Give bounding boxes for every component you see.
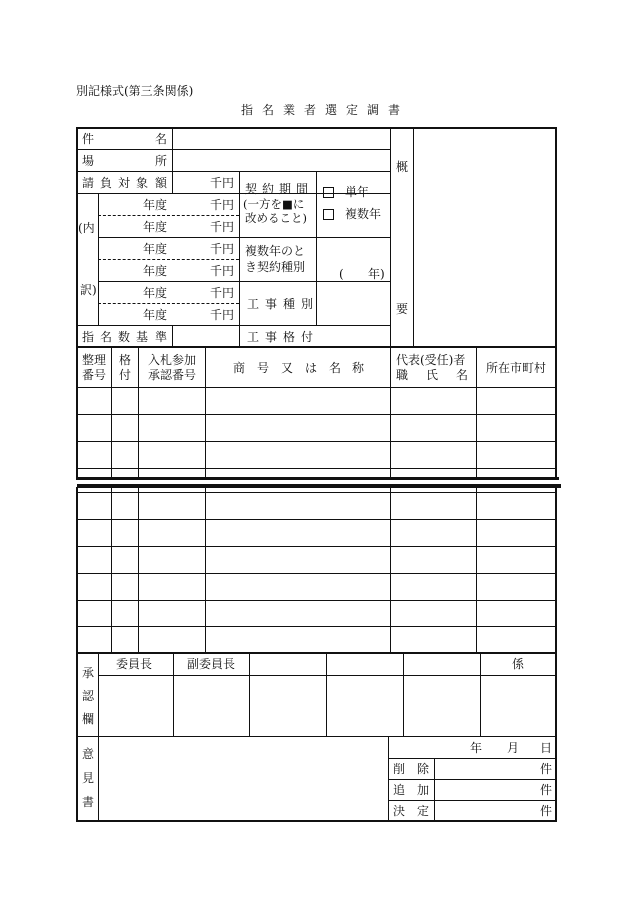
case-name-label: 件 (82, 132, 95, 146)
col-line (239, 171, 240, 347)
label-char: 商 (233, 361, 246, 375)
label-char: 工 (247, 297, 260, 311)
label-char: 名 (456, 368, 469, 382)
place-field[interactable] (173, 151, 389, 171)
breakdown-label: 訳) (80, 283, 97, 297)
contract-note: 改めること) (245, 211, 307, 225)
multi-year-checkbox[interactable] (323, 209, 334, 220)
label-char: 称 (352, 361, 365, 375)
label-char: 事 (265, 297, 278, 311)
border-line (555, 127, 557, 480)
count-unit: 件 (540, 804, 553, 818)
unit-label: 千円 (210, 176, 235, 190)
count-unit: 件 (540, 762, 553, 776)
title-char: 業 (283, 103, 296, 117)
table-row (77, 546, 556, 547)
vice-chair-stamp-cell[interactable] (174, 676, 249, 736)
contract-note: (一方を■に (243, 197, 305, 211)
col-line (326, 653, 327, 736)
label-char: 事 (265, 330, 278, 344)
case-name-label: 名 (155, 132, 168, 146)
fiscal-year-label: 年度 (143, 220, 168, 234)
label-char: 契 (245, 182, 258, 196)
opinion-line (388, 779, 556, 780)
row-line (98, 281, 390, 282)
place-label: 場 (82, 154, 95, 168)
unit-label: 千円 (210, 286, 235, 300)
label-char: 数 (118, 330, 131, 344)
label-char: 種 (283, 297, 296, 311)
col-line (98, 193, 99, 325)
date-day: 日 (540, 741, 553, 755)
year-paren: ( (339, 267, 344, 281)
unit-label: 千円 (210, 264, 235, 278)
delete-label: 除 (417, 762, 430, 776)
label-char: 工 (247, 330, 260, 344)
opinion-line (388, 758, 556, 759)
multiyear-type-label: き契約種別 (245, 260, 306, 274)
border-line (555, 487, 557, 821)
table-row (77, 600, 556, 601)
col-line (249, 653, 250, 736)
table-row (77, 519, 556, 520)
unit-label: 千円 (210, 308, 235, 322)
table-top-line (77, 346, 556, 348)
break-line (77, 477, 559, 480)
decide-label: 決 (393, 804, 406, 818)
table-row (77, 441, 556, 442)
label-char: 職 (396, 368, 409, 382)
border-line (76, 820, 557, 822)
label-char: は (305, 361, 318, 375)
multi-year-label: 複数年 (345, 207, 382, 221)
multiyear-type-label: 複数年のと (245, 244, 306, 258)
col-header-grade: 格 (119, 353, 132, 367)
border-line (76, 487, 78, 821)
staff-label: 係 (512, 657, 525, 671)
table-row (77, 573, 556, 574)
title-char: 調 (367, 103, 380, 117)
label-char: 準 (155, 330, 168, 344)
label-char: 象 (136, 176, 149, 190)
title-char: 書 (388, 103, 401, 117)
chair-stamp-cell[interactable] (99, 676, 173, 736)
col-line (138, 488, 139, 652)
date-month: 月 (507, 741, 520, 755)
form-reference: 別記様式(第三条関係) (76, 84, 194, 98)
label-char: 付 (301, 330, 314, 344)
approval-top-line (77, 652, 556, 654)
opinion-field[interactable] (99, 738, 387, 820)
label-char: 間 (296, 182, 309, 196)
delete-label: 削 (393, 762, 406, 776)
approval-label: 欄 (82, 712, 95, 726)
label-char: 格 (283, 330, 296, 344)
table-row (77, 468, 556, 469)
label-char: 額 (155, 176, 168, 190)
table-row (77, 626, 556, 627)
table-row (77, 414, 556, 415)
title-char: 名 (262, 103, 275, 117)
label-char: 対 (118, 176, 131, 190)
decide-label: 定 (417, 804, 430, 818)
year-paren: 年) (368, 267, 385, 281)
col-line (205, 488, 206, 652)
col-header-representative: 代表(受任)者 (396, 353, 466, 367)
row-line (77, 325, 390, 326)
border-line (76, 127, 78, 480)
add-label: 加 (417, 783, 430, 797)
fiscal-year-label: 年度 (143, 242, 168, 256)
label-char: 請 (82, 176, 95, 190)
col-header-approval: 入札参加 (148, 353, 197, 367)
row-line (98, 259, 239, 260)
table-row (77, 492, 556, 493)
label-char: 名 (100, 330, 113, 344)
outline-label: 概 (396, 160, 409, 174)
col-header-number: 整理 (82, 353, 107, 367)
date-year: 年 (470, 741, 483, 755)
col-line (111, 488, 112, 652)
col-line (390, 128, 391, 347)
col-line (480, 653, 481, 736)
unit-label: 千円 (210, 242, 235, 256)
row-line (77, 149, 390, 150)
col-line (434, 758, 435, 820)
breakdown-label: (内 (78, 221, 95, 235)
label-char: 名 (329, 361, 342, 375)
col-header-grade: 付 (119, 368, 132, 382)
col-line (403, 653, 404, 736)
opinion-label: 見 (82, 771, 95, 785)
col-line (172, 325, 173, 347)
outline-field[interactable] (414, 129, 554, 346)
label-char: 期 (279, 182, 292, 196)
label-char: 負 (100, 176, 113, 190)
label-char: 号 (257, 361, 270, 375)
case-name-field[interactable] (173, 129, 389, 149)
row-line (98, 215, 239, 216)
row-line (98, 237, 390, 238)
single-year-label: 単年 (345, 185, 370, 199)
col-header-approval: 承認番号 (148, 368, 197, 382)
approval-label: 認 (82, 689, 95, 703)
label-char: 指 (82, 330, 95, 344)
unit-label: 千円 (210, 220, 235, 234)
col-header-location: 所在市町村 (486, 361, 547, 375)
add-label: 追 (393, 783, 406, 797)
col-line (476, 488, 477, 652)
col-line (390, 488, 391, 652)
fiscal-year-label: 年度 (143, 264, 168, 278)
title-char: 者 (304, 103, 317, 117)
opinion-line (388, 800, 556, 801)
title-char: 指 (241, 103, 254, 117)
label-char: 基 (136, 330, 149, 344)
col-header-number: 番号 (82, 368, 107, 382)
title-char: 定 (346, 103, 359, 117)
single-year-checkbox[interactable] (323, 187, 334, 198)
title-char: 選 (325, 103, 338, 117)
place-label: 所 (155, 154, 168, 168)
opinion-top-line (77, 736, 556, 737)
opinion-label: 意 (82, 747, 95, 761)
opinion-label: 書 (82, 795, 95, 809)
break-line (77, 484, 561, 488)
row-line (77, 193, 390, 194)
label-char: 氏 (426, 368, 439, 382)
label-char: 約 (262, 182, 275, 196)
col-line (316, 171, 317, 325)
approval-label: 承 (82, 666, 95, 680)
fiscal-year-label: 年度 (143, 308, 168, 322)
table-header-bottom (77, 387, 556, 388)
count-unit: 件 (540, 783, 553, 797)
row-line (77, 171, 390, 172)
fiscal-year-label: 年度 (143, 286, 168, 300)
label-char: 別 (301, 297, 314, 311)
vice-chair-label: 副委員長 (187, 657, 236, 671)
row-line (98, 303, 239, 304)
label-char: 又 (281, 361, 294, 375)
unit-label: 千円 (210, 198, 235, 212)
chair-label: 委員長 (116, 657, 153, 671)
outline-label: 要 (396, 302, 409, 316)
fiscal-year-label: 年度 (143, 198, 168, 212)
